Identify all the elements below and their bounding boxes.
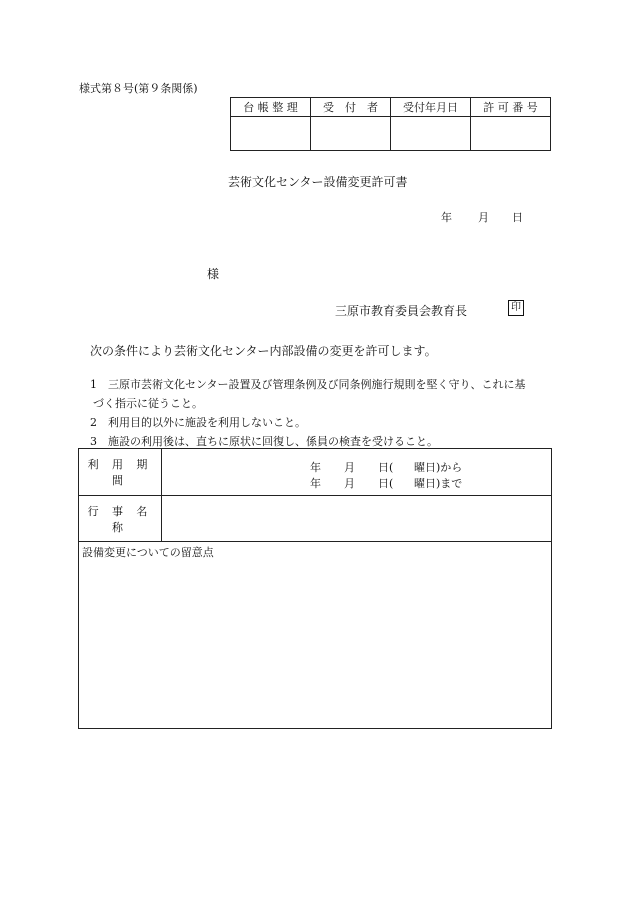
registry-value-permit-number[interactable] (471, 117, 551, 151)
condition-2: 2 利用目的以外に施設を利用しないこと。 (90, 416, 306, 429)
condition-3: 3 施設の利用後は、直ちに原状に回復し、係員の検査を受けること。 (90, 435, 438, 448)
document-title: 芸術文化センター設備変更許可書 (228, 175, 408, 189)
issuer-name: 三原市教育委員会教育長 (335, 304, 468, 318)
notes-label: 設備変更についての留意点 (82, 546, 214, 559)
date-day: 日 (512, 211, 523, 224)
registry-value-ledger[interactable] (231, 117, 311, 151)
registry-value-receiver[interactable] (311, 117, 391, 151)
date-month: 月 (478, 211, 489, 224)
registry-header-ledger: 台 帳 整 理 (231, 98, 311, 117)
event-name-label: 行 事 名 称 (79, 496, 162, 542)
period-to-weekday: 曜日)まで (414, 477, 463, 490)
form-number: 様式第８号(第９条関係) (79, 82, 198, 95)
intro-text: 次の条件により芸術文化センター内部設備の変更を許可します。 (90, 344, 437, 358)
period-to-day: 日( (378, 477, 394, 490)
event-name-value[interactable] (162, 496, 552, 542)
registry-header-received-date: 受付年月日 (391, 98, 471, 117)
period-to-month: 月 (344, 477, 355, 490)
notes-cell[interactable] (79, 542, 552, 729)
period-cell[interactable] (162, 449, 552, 496)
permit-details-table (78, 448, 552, 729)
period-from-year: 年 (310, 461, 321, 474)
period-label: 利 用 期 間 (79, 449, 162, 496)
period-from-month: 月 (344, 461, 355, 474)
condition-1-line-1: 1 三原市芸術文化センター設置及び管理条例及び同条例施行規則を堅く守り、これに基 (90, 378, 526, 391)
period-from-weekday: 曜日)から (414, 461, 463, 474)
registry-header-receiver: 受 付 者 (311, 98, 391, 117)
registry-value-received-date[interactable] (391, 117, 471, 151)
period-from-day: 日( (378, 461, 394, 474)
period-to-year: 年 (310, 477, 321, 490)
recipient-suffix: 様 (207, 267, 220, 281)
registry-table (230, 97, 551, 151)
condition-1-line-2: づく指示に従うこと。 (93, 397, 203, 410)
seal-icon: 印 (508, 300, 524, 316)
registry-header-permit-number: 許 可 番 号 (471, 98, 551, 117)
date-year: 年 (441, 211, 452, 224)
